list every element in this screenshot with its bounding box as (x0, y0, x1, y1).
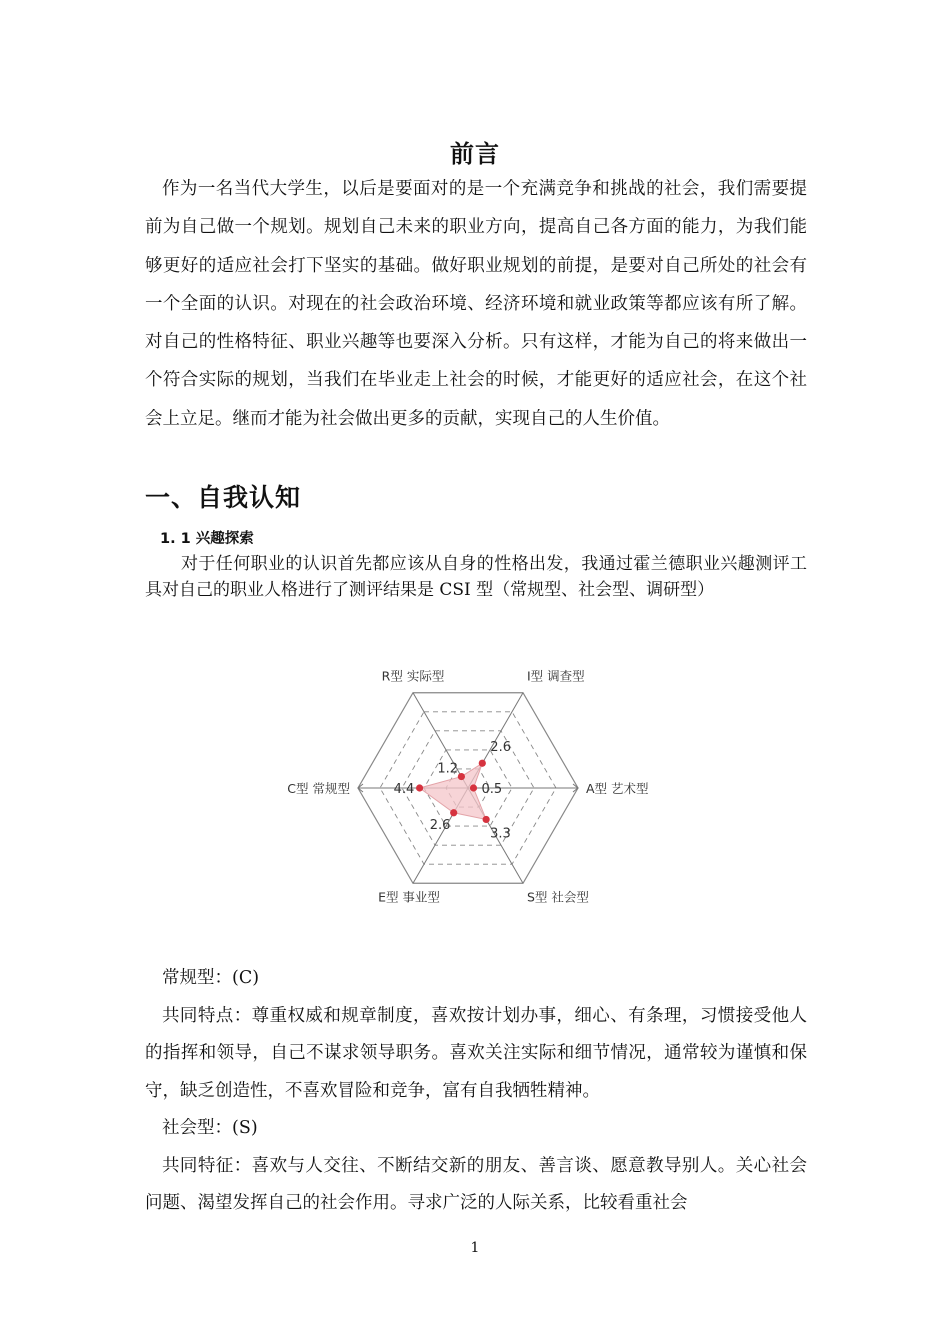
radar-point-2 (470, 784, 477, 791)
radar-value-label-3: 3.3 (490, 826, 511, 842)
radar-value-label-5: 4.4 (393, 782, 415, 797)
radar-value-label-4: 2.6 (429, 817, 451, 833)
social-description: 共同特征：喜欢与人交往、不断结交新的朋友、善言谈、愿意教导别人。关心社会问题、渴望发挥自己的社会作用。寻求广泛的人际关系，比较看重社会 (145, 1155, 807, 1213)
radar-axis-label-3: S型 社会型 (527, 889, 589, 905)
radar-point-0 (458, 773, 465, 780)
radar-axis-label-1: I型 调查型 (527, 668, 585, 684)
conventional-description: 共同特点：尊重权威和规章制度，喜欢按计划办事，细心、有条理，习惯接受他人的指挥和领导，自己不谋求领导职务。喜欢关注实际和细节情况，通常较为谨慎和保守，缺乏创造性，不喜欢冒险和竞争，富有自我牺牲精神。 (145, 1005, 807, 1101)
radar-value-label-2: 0.5 (481, 782, 503, 797)
page-title: 前言 (450, 140, 500, 168)
radar-point-5 (416, 784, 423, 791)
personality-descriptions (145, 960, 807, 1223)
radar-point-4 (450, 809, 457, 816)
subsection-heading: 1. 1 兴趣探索 (160, 531, 254, 547)
holland-radar-chart (262, 650, 682, 920)
social-label: 社会型：(S) (162, 1118, 258, 1138)
intro-paragraph: 作为一名当代大学生，以后是要面对的是一个充满竞争和挑战的社会，我们需要提前为自己做一个规划。规划自己未来的职业方向，提高自己各方面的能力，为我们能够更好的适应社会打下坚实的基础。做好职业规划的前提，是要对自己所处的社会有一个全面的认识。对现在的社会政治环境、经济环境和就业政策等都应该有所了解。对自己的性格特征、职业兴趣等也要深入分析。只有这样，才能为自己的将来做出一个符合实际的规划，当我们在毕业走上社会的时候，才能更好的适应社会，在这个社会上立足。继而才能为社会做出更多的贡献，实现自己的人生价值。 (145, 179, 807, 429)
page-number: 1 (470, 1240, 480, 1256)
radar-value-label-0: 1.2 (437, 761, 459, 777)
radar-value-label-1: 2.6 (490, 740, 511, 756)
section-heading: 一、自我认知 (145, 483, 302, 512)
radar-axis-label-0: R型 实际型 (381, 668, 445, 684)
radar-point-1 (479, 760, 486, 767)
conventional-label: 常规型：(C) (162, 968, 260, 988)
radar-axis-label-5: C型 常规型 (287, 781, 350, 796)
radar-point-3 (483, 816, 490, 823)
interest-paragraph: 对于任何职业的认识首先都应该从自身的性格出发，我通过霍兰德职业兴趣测评工具对自己的职业人格进行了测评结果是 CSI 型（常规型、社会型、调研型） (145, 554, 807, 600)
radar-axis-label-2: A型 艺术型 (586, 781, 649, 796)
radar-axis-label-4: E型 事业型 (378, 889, 440, 905)
